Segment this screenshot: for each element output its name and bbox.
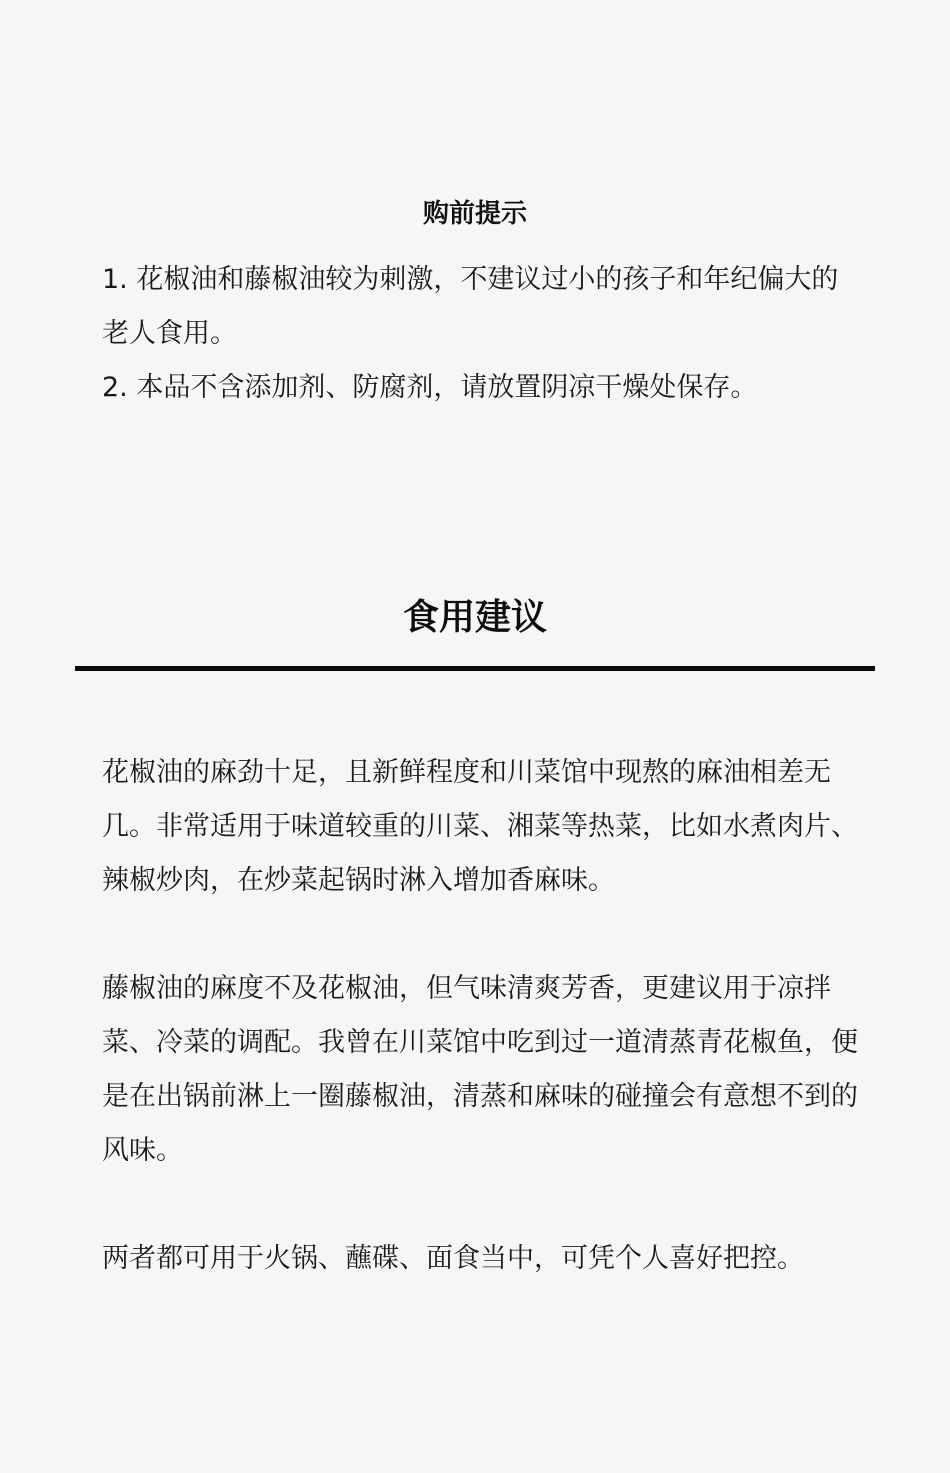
- notice-item: 1. 花椒油和藤椒油较为刺激，不建议过小的孩子和年纪偏大的老人食用。: [102, 264, 839, 349]
- usage-paragraph: 藤椒油的麻度不及花椒油，但气味清爽芳香，更建议用于凉拌菜、冷菜的调配。我曾在川菜馆中吃到过一道清蒸青花椒鱼，便是在出锅前淋上一圈藤椒油，清蒸和麻味的碰撞会有意想不到的风味。: [102, 973, 858, 1166]
- section-divider: [75, 666, 875, 671]
- notice-item: 2. 本品不含添加剂、防腐剂，请放置阴凉干燥处保存。: [102, 372, 758, 403]
- usage-paragraph: 花椒油的麻劲十足，且新鲜程度和川菜馆中现熬的麻油相差无几。非常适用于味道较重的川菜、湘菜等热菜，比如水煮肉片、辣椒炒肉，在炒菜起锅时淋入增加香麻味。: [102, 757, 858, 896]
- usage-paragraph: 两者都可用于火锅、蘸碟、面食当中，可凭个人喜好把控。: [102, 1243, 804, 1274]
- notice-list: [102, 253, 862, 415]
- usage-section-title: 食用建议: [402, 597, 547, 638]
- notice-title: 购前提示: [422, 199, 527, 229]
- usage-body: [102, 746, 862, 1340]
